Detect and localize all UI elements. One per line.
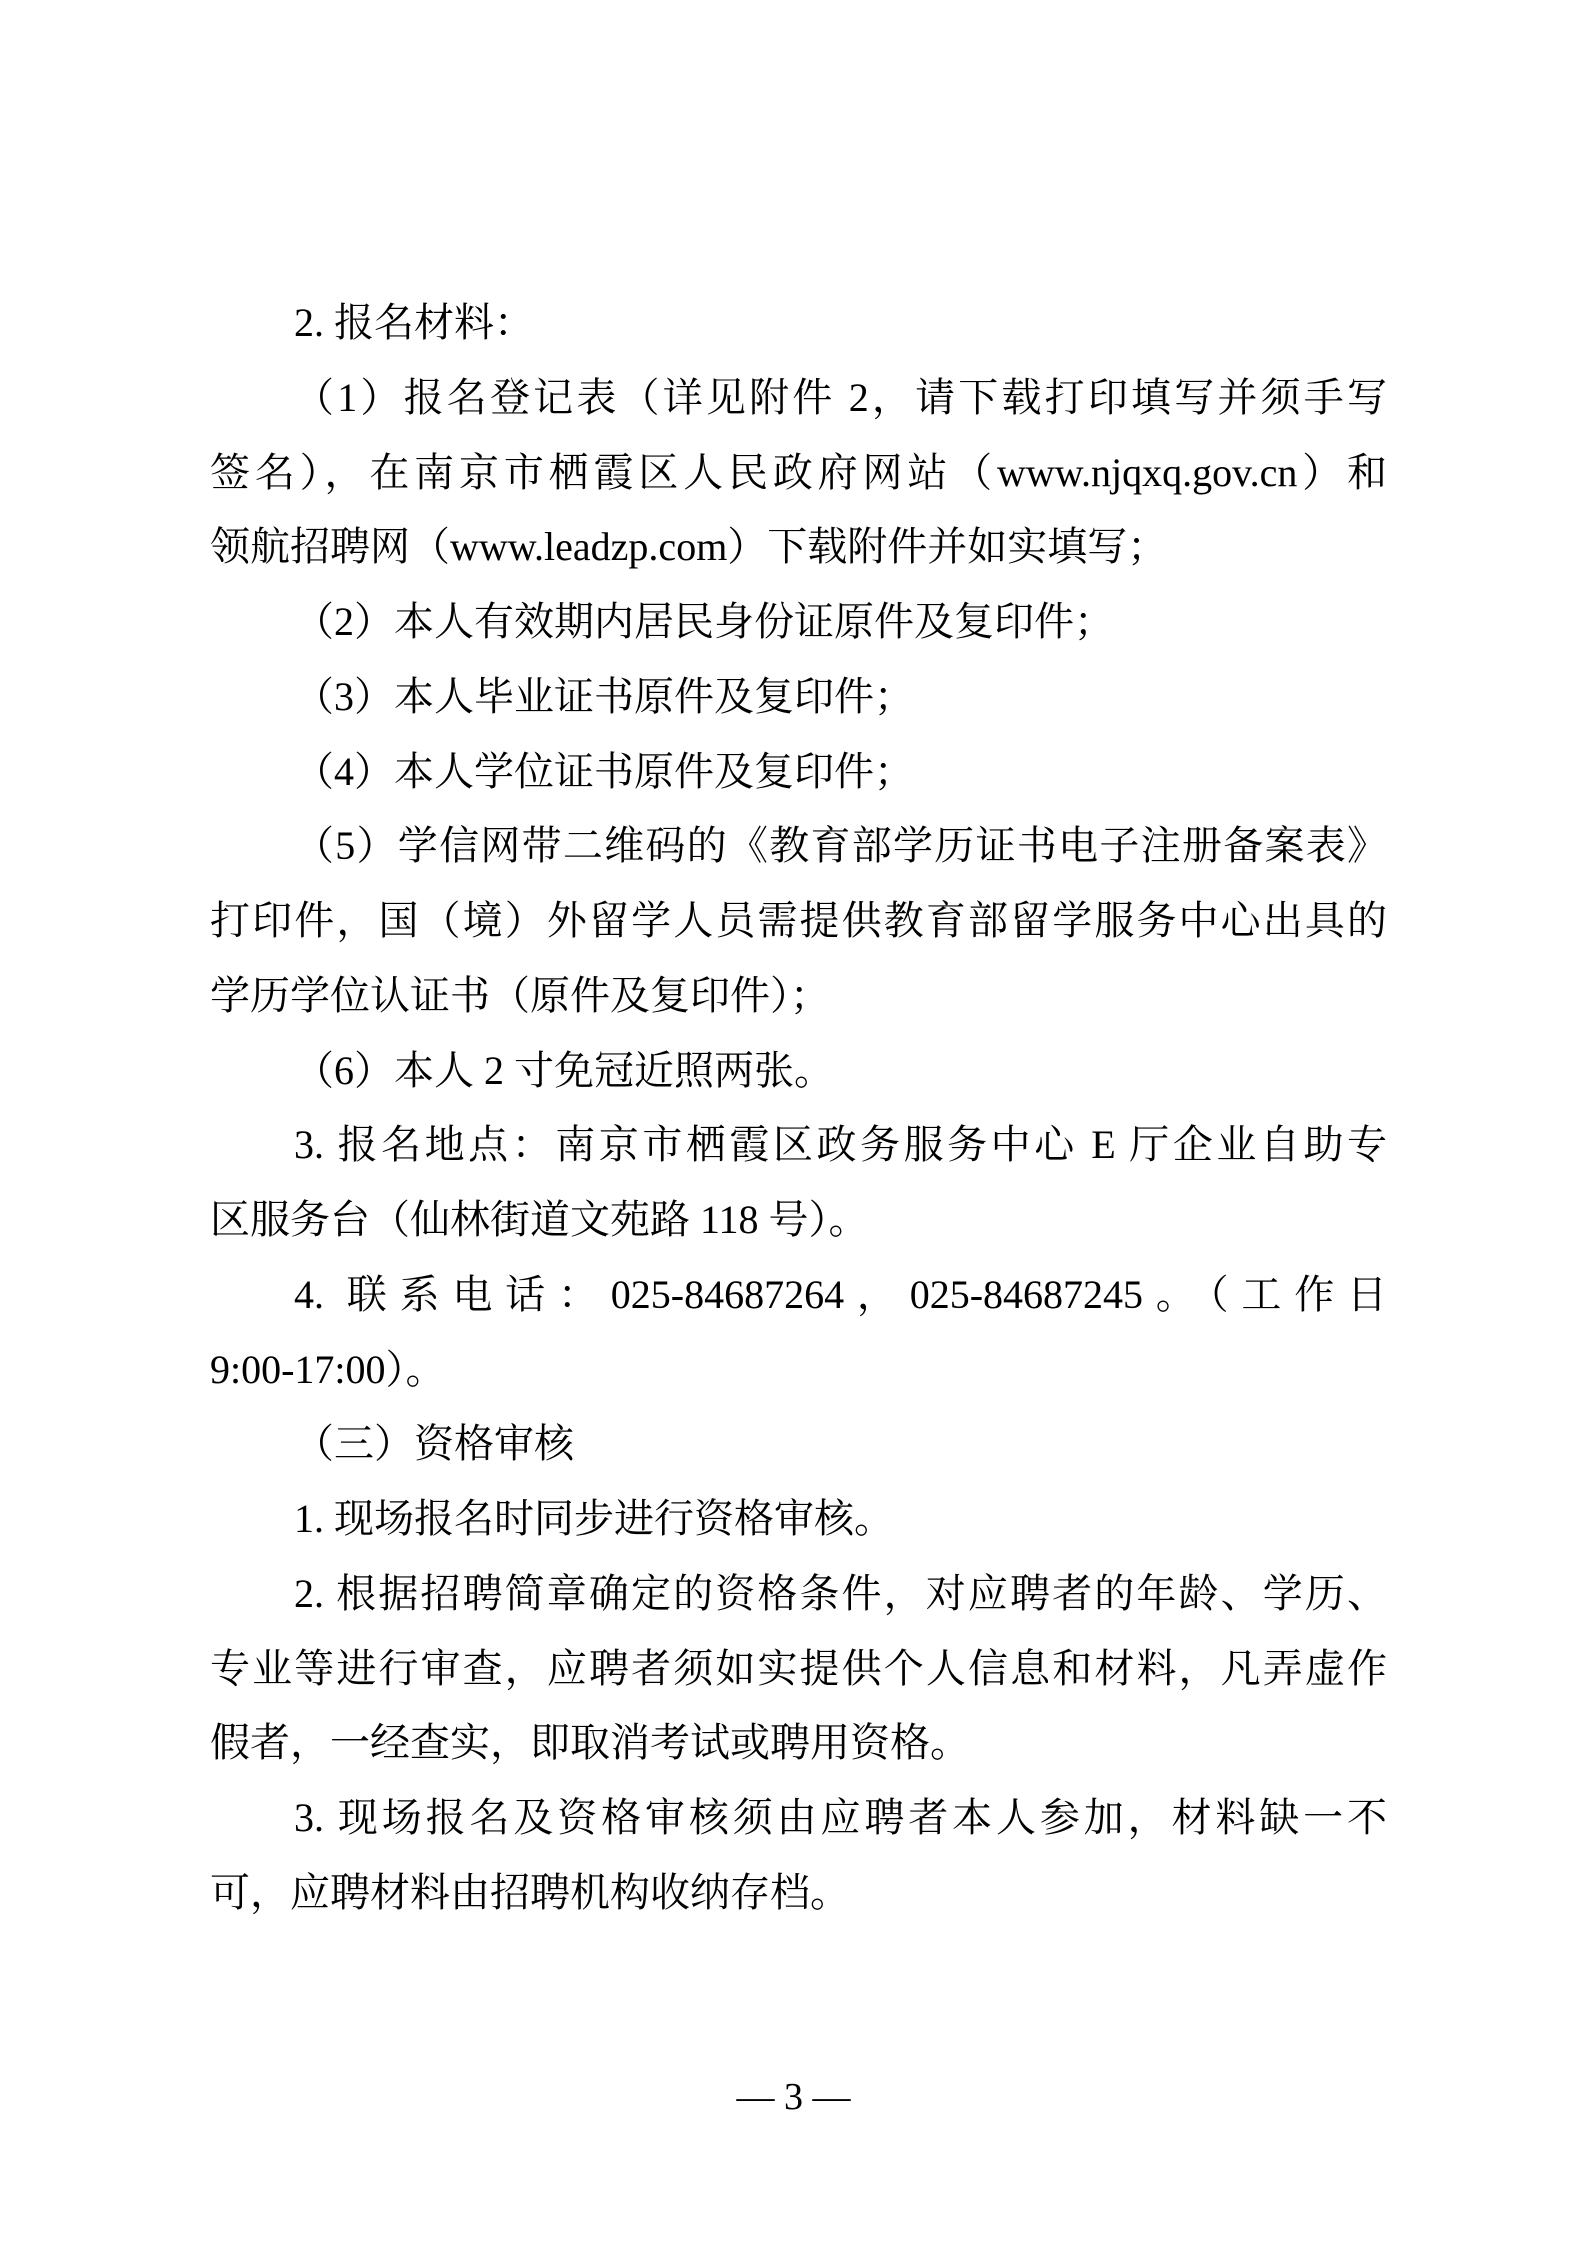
text-line: （3）本人毕业证书原件及复印件； — [294, 673, 914, 719]
text-line: 3. 报名地点：南京市栖霞区政务服务中心 E 厅企业自助专 — [294, 1122, 1387, 1168]
text-line: 2. 根据招聘简章确定的资格条件，对应聘者的年龄、学历、 — [294, 1570, 1387, 1616]
text-line: 4. 联系电话：025-84687264，025-84687245。（工作日 — [294, 1271, 1387, 1317]
text-line: 3. 现场报名及资格审核须由应聘者本人参加，材料缺一不 — [294, 1795, 1387, 1840]
text-line: 2. 报名材料： — [294, 300, 534, 345]
text-line: 9:00-17:00）。 — [210, 1346, 446, 1392]
text-line: （5）学信网带二维码的《教育部学历证书电子注册备案表》 — [294, 823, 1387, 869]
text-line: 1. 现场报名时同步进行资格审核。 — [294, 1496, 894, 1541]
text-line: 签名），在南京市栖霞区人民政府网站（www.njqxq.gov.cn）和 — [210, 449, 1387, 495]
text-line: 可，应聘材料由招聘机构收纳存档。 — [210, 1869, 850, 1915]
text-line: 区服务台（仙林街道文苑路 118 号）。 — [210, 1197, 869, 1242]
text-line: 打印件，国（境）外留学人员需提供教育部留学服务中心出具的 — [210, 898, 1387, 943]
text-line: 领航招聘网（www.leadzp.com）下载附件并如实填写； — [210, 524, 1168, 570]
section-heading: （三）资格审核 — [294, 1421, 574, 1467]
text-line: 假者，一经查实，即取消考试或聘用资格。 — [210, 1720, 970, 1766]
text-line: （4）本人学位证书原件及复印件； — [294, 748, 914, 794]
text-line: （6）本人 2 寸免冠近照两张。 — [294, 1047, 834, 1093]
page-number: — 3 — — [736, 2076, 851, 2118]
text-line: 专业等进行审查，应聘者须如实提供个人信息和材料，凡弄虚作 — [210, 1645, 1387, 1691]
text-line: （1）报名登记表（详见附件 2，请下载打印填写并须手写 — [294, 374, 1387, 420]
document-body — [210, 286, 1387, 1931]
text-line: 学历学位认证书（原件及复印件）； — [210, 972, 830, 1018]
text-line: （2）本人有效期内居民身份证原件及复印件； — [294, 599, 1114, 644]
